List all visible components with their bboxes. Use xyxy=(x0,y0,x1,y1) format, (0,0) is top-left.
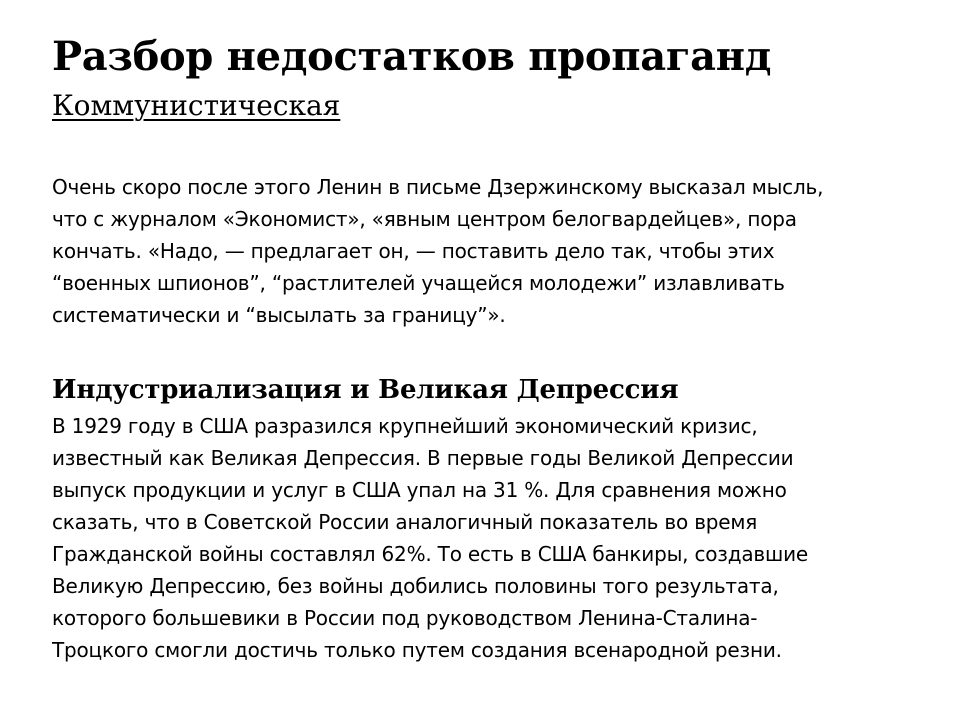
paragraph-line: “военных шпионов”, “растлителей учащейся молодежи” излавливать xyxy=(52,271,785,295)
paragraph-line: В 1929 году в США разразился крупнейший экономический кризис, xyxy=(52,414,758,438)
paragraph-line: Троцкого смогли достичь только путем создания всенародной резни. xyxy=(52,638,782,662)
section-heading: Индустриализация и Великая Депрессия xyxy=(52,375,679,405)
paragraph-line: что с журналом «Экономист», «явным центром белогвардейцев», пора xyxy=(52,207,797,231)
slide-title: Разбор недостатков пропаганд xyxy=(52,33,772,80)
section-paragraph xyxy=(52,410,912,666)
paragraph-line: Очень скоро после этого Ленин в письме Дзержинскому высказал мысль, xyxy=(52,175,824,199)
paragraph-line: кончать. «Надо, — предлагает он, — поставить дело так, чтобы этих xyxy=(52,239,775,263)
paragraph-line: сказать, что в Советской России аналогичный показатель во время xyxy=(52,510,758,534)
paragraph-line: которого большевики в России под руководством Ленина-Сталина- xyxy=(52,606,758,630)
quote-paragraph xyxy=(52,171,912,331)
paragraph-line: выпуск продукции и услуг в США упал на 31 %. Для сравнения можно xyxy=(52,478,787,502)
paragraph-line: систематически и “высылать за границу”». xyxy=(52,303,506,327)
slide-subtitle: Коммунистическая xyxy=(52,89,341,122)
paragraph-line: Гражданской войны составлял 62%. То есть в США банкиры, создавшие xyxy=(52,542,809,566)
paragraph-line: известный как Великая Депрессия. В первые годы Великой Депрессии xyxy=(52,446,794,470)
paragraph-line: Великую Депрессию, без войны добились половины того результата, xyxy=(52,574,779,598)
